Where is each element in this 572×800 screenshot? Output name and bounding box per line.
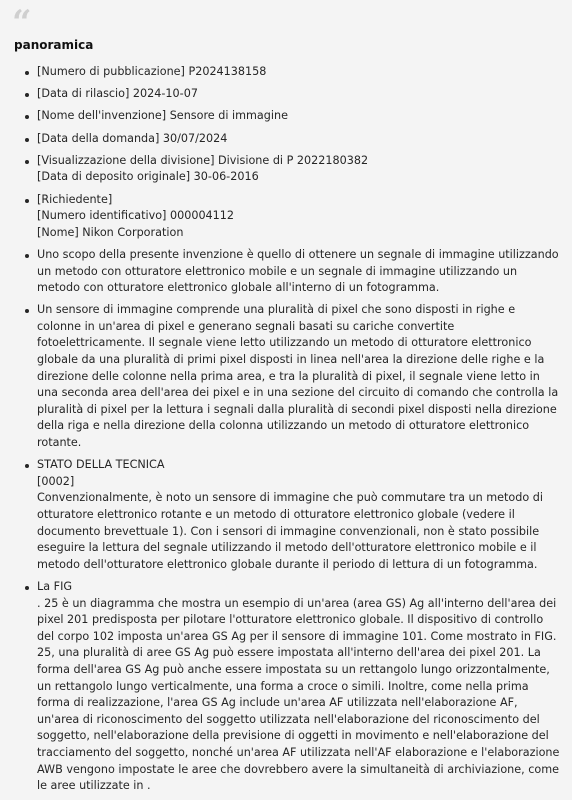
list-item [37, 302, 562, 451]
item-line: [Data della domanda] 30/07/2024 [37, 131, 228, 145]
list-item [37, 153, 562, 186]
item-line: [Richiedente] [37, 192, 113, 206]
list-item [37, 86, 562, 103]
item-line: Uno scopo della presente invenzione è quello di ottenere un segnale di immagine utilizzando un metodo con otturatore elettronico mobile e un segnale di immagine utilizzando un metodo con otturatore elettronico globale all'interno di un fotogramma. [37, 247, 559, 295]
item-line: [Nome dell'invenzione] Sensore di immagine [37, 109, 288, 123]
item-line: Un sensore di immagine comprende una pluralità di pixel che sono disposti in righe e colonne in un'area di pixel e generano segnali basati su cariche convertite fotoelettricamente. Il segnale viene letto utilizzando un metodo di otturatore elettronico globale da una pluralità di primi pixel disposti in linea nell'area la direzione delle righe e la direzione delle colonne nella prima area, e tra la pluralità di pixel, il segnale viene letto in una seconda area dell'area dei pixel e in una sezione del circuito di comando che controlla la pluralità di pixel per la lettura i segnali dalla pluralità di secondi pixel disposti nella direzione della riga e nella direzione della colonna utilizzando un metodo di otturatore elettronico rotante. [37, 303, 559, 450]
list-item [37, 192, 562, 242]
item-line: [Numero identificativo] 000004112 [37, 209, 235, 223]
item-line: [Data di deposito originale] 30-06-2016 [37, 170, 259, 184]
item-line: . 25 è un diagramma che mostra un esempio di un'area (area GS) Ag all'interno dell'area dei pixel 201 predisposta per pilotare l'otturatore elettronico globale. Il dispositivo di controllo del corpo 102 imposta un'area GS Ag per il sensore di immagine 101. Come mostrato in FIG. 25, una pluralità di aree GS Ag può essere impostata all'interno dell'area dei pixel 201. La forma dell'area GS Ag può anche essere impostata su un rettangolo lungo orizzontalmente, un rettangolo lungo verticalmente, una forma a croce o simili. Inoltre, come nella prima forma di realizzazione, l'area GS Ag include un'area AF utilizzata nell'elaborazione AF, un'area di riconoscimento del soggetto utilizzata nell'elaborazione del riconoscimento del soggetto, nell'elaborazione della previsione di oggetti in movimento e nell'elaborazione del tracciamento del soggetto, nonché un'area AF utilizzata nell'AF elaborazione e l'elaborazione AWB vengono impostate le aree che dovrebbero avere la simultaneità di archiviazione, come le aree utilizzate in . [37, 596, 560, 793]
list-item [37, 131, 562, 148]
list-item [37, 64, 562, 81]
item-line: [Visualizzazione della divisione] Divisione di P 2022180382 [37, 153, 369, 167]
item-line: [Numero di pubblicazione] P2024138158 [37, 65, 267, 78]
section-heading: panoramica [14, 38, 94, 52]
item-line: STATO DELLA TECNICA [37, 458, 165, 472]
item-line: [Data di rilascio] 2024-10-07 [37, 87, 198, 101]
list-item [37, 579, 562, 795]
detail-list [0, 64, 572, 800]
item-line: Convenzionalmente, è noto un sensore di immagine che può commutare tra un metodo di otturatore elettronico rotante e un metodo di otturatore elettronico globale (vedere il documento brevettuale 1). Con i sensori di immagine convenzionali, non è stato possibile eseguire la lettura del segnale utilizzando il metodo dell'otturatore elettronico mobile e il metodo dell'otturatore elettronico globale durante il periodo di lettura di un fotogramma. [37, 491, 543, 571]
list-item [37, 247, 562, 297]
list-item [37, 108, 562, 125]
item-line: La FIG [37, 579, 73, 593]
list-item [37, 457, 562, 573]
quote-icon: “ [12, 3, 32, 43]
item-line: [0002] [37, 474, 75, 488]
item-line: [Nome] Nikon Corporation [37, 225, 184, 239]
